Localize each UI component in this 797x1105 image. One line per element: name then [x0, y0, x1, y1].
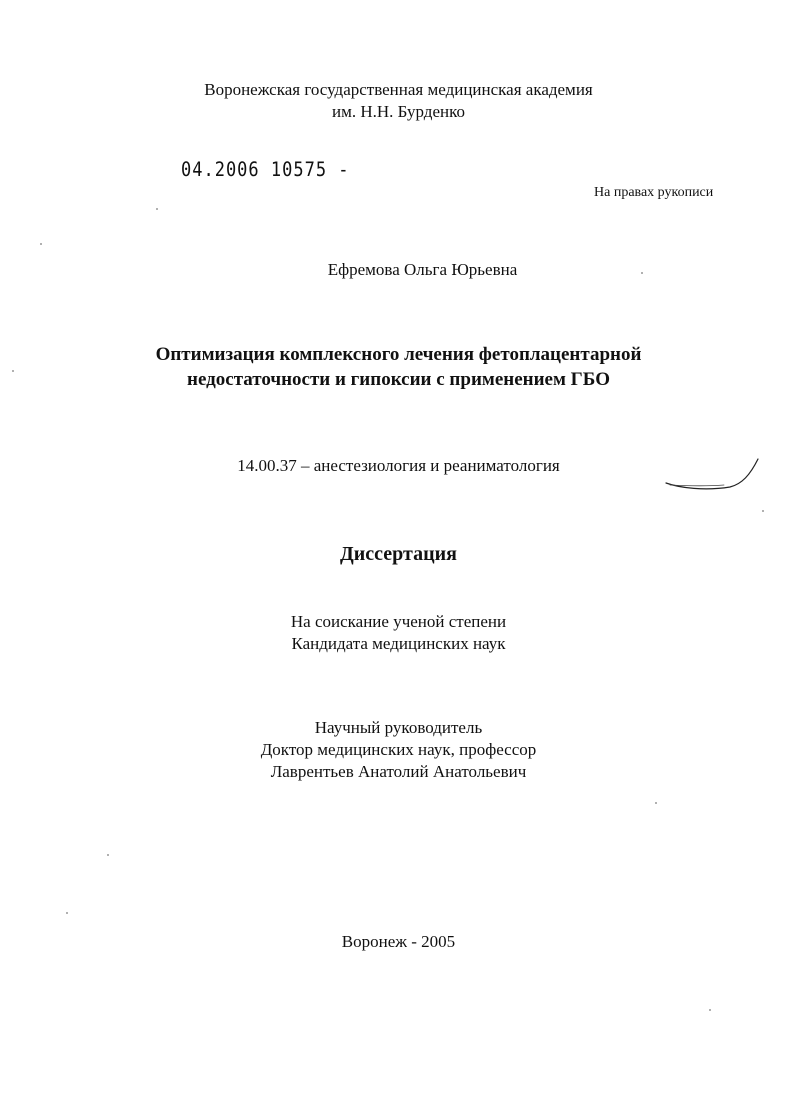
scan-speck [156, 208, 158, 210]
signature-mark [660, 455, 770, 495]
advisor-label: Научный руководитель [314, 718, 483, 737]
scan-speck [12, 370, 14, 372]
institution-name-line2: им. Н.Н. Бурденко [332, 102, 465, 121]
city-year: Воронеж - 2005 [341, 932, 456, 951]
thesis-title-line1: Оптимизация комплексного лечения фетоплацентарной [155, 344, 642, 365]
advisor-title: Доктор медицинских наук, профессор [260, 740, 537, 759]
scan-speck [709, 1009, 711, 1011]
scan-speck [655, 802, 657, 804]
scan-speck [641, 272, 643, 274]
manuscript-note: На правах рукописи [594, 185, 714, 200]
scan-speck [40, 243, 42, 245]
scan-speck [762, 510, 764, 512]
degree-line1: На соискание ученой степени [290, 612, 507, 631]
specialty-code: 14.00.37 – анестезиология и реаниматология [237, 456, 560, 475]
institution-name: Воронежская государственная медицинская академия [204, 80, 593, 99]
scan-speck [66, 912, 68, 914]
degree-line2: Кандидата медицинских наук [291, 634, 506, 653]
author-name: Ефремова Ольга Юрьевна [327, 260, 518, 279]
scan-speck [107, 854, 109, 856]
advisor-name: Лаврентьев Анатолий Анатольевич [270, 762, 527, 781]
registry-number-stamp: 04.2006 10575 - [181, 158, 350, 182]
document-type: Диссертация [340, 543, 457, 565]
thesis-title-line2: недостаточности и гипоксии с применением ГБО [187, 369, 610, 390]
